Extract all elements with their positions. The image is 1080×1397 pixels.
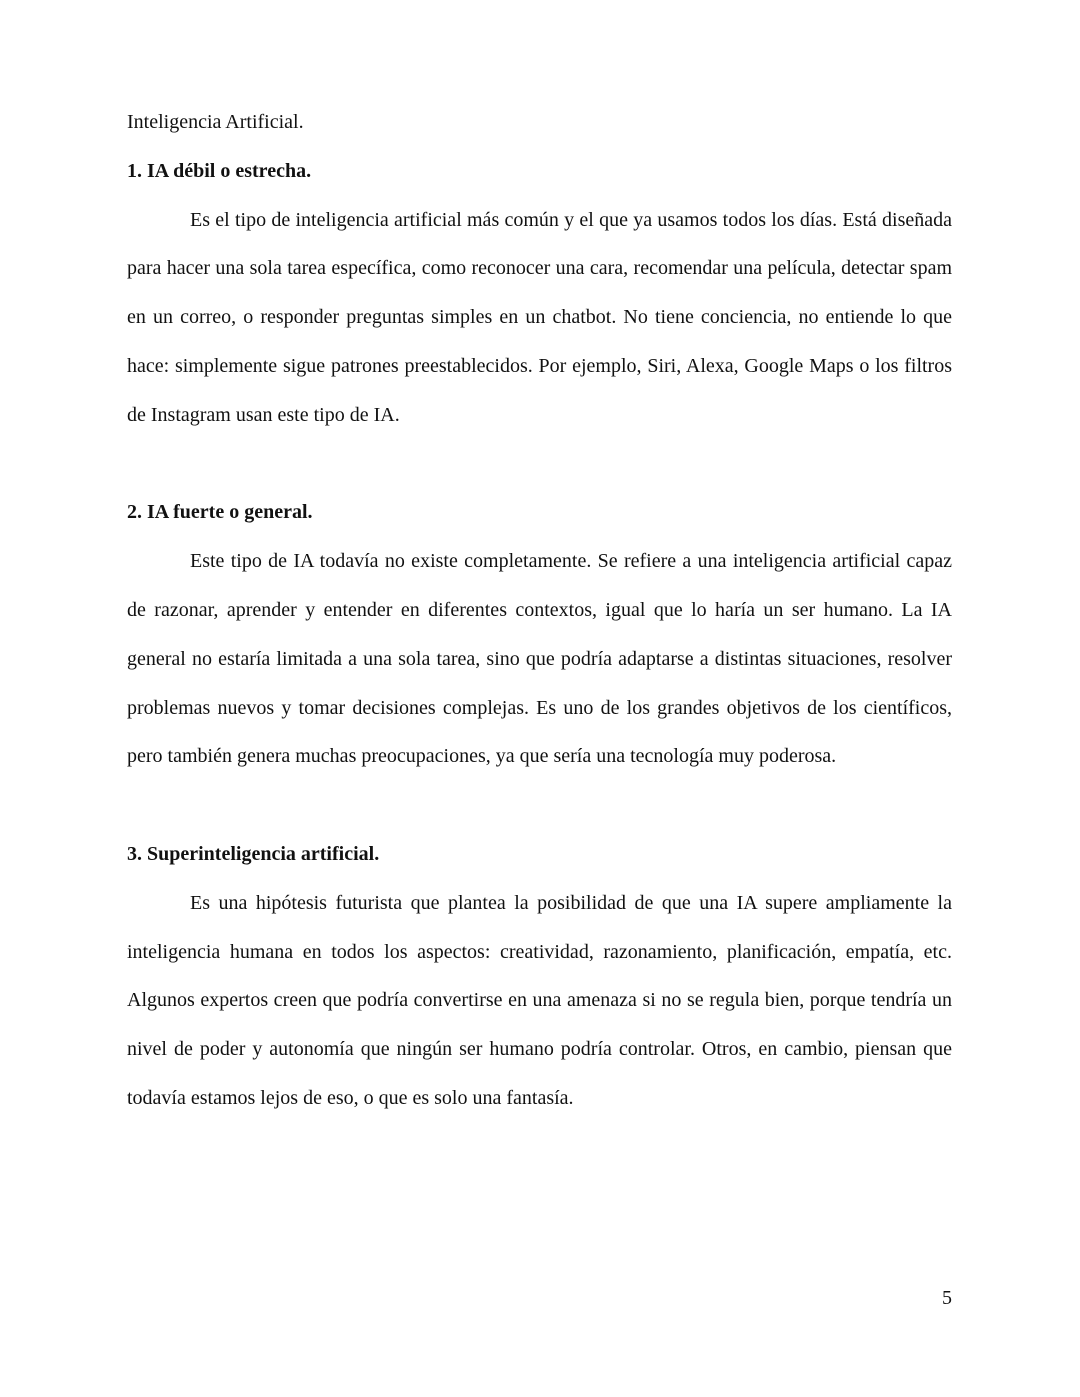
intro-line: Inteligencia Artificial. bbox=[127, 111, 304, 133]
section-heading-weak-ai: 1. IA débil o estrecha. bbox=[127, 159, 312, 182]
section-spacer bbox=[127, 440, 952, 489]
section-heading-strong-ai: 2. IA fuerte o general. bbox=[127, 501, 313, 524]
section-paragraph-superintelligence: Es una hipótesis futurista que plantea la posibilidad de que una IA supere ampliamente la inteligencia humana en todos los aspectos: creatividad, razonamiento, planificación, empatía, etc. Algunos expertos creen que podría convertirse en una amenaza si no se regula bien, porque tendría un nivel de poder y autonomía que ningún ser humano podría controlar. Otros, en cambio, piensan que todavía estamos lejos de eso, o que es solo una fantasía. bbox=[127, 891, 952, 1109]
document-body bbox=[127, 98, 952, 1123]
section-paragraph-weak-ai: Es el tipo de inteligencia artificial más común y el que ya usamos todos los días. Está diseñada para hacer una sola tarea específica, como reconocer una cara, recomendar una película, detectar spam en un correo, o responder preguntas simples en un chatbot. No tiene conciencia, no entiende lo que hace: simplemente sigue patrones preestablecidos. Por ejemplo, Siri, Alexa, Google Maps o los filtros de Instagram usan este tipo de IA. bbox=[127, 208, 952, 426]
section-heading-superintelligence: 3. Superinteligencia artificial. bbox=[127, 842, 380, 865]
section-paragraph-strong-ai: Este tipo de IA todavía no existe completamente. Se refiere a una inteligencia artificial capaz de razonar, aprender y entender en diferentes contextos, igual que lo haría un ser humano. La IA general no estaría limitada a una sola tarea, sino que podría adaptarse a distintas situaciones, resolver problemas nuevos y tomar decisiones complejas. Es uno de los grandes objetivos de los científicos, pero también genera muchas preocupaciones, ya que sería una tecnología muy poderosa. bbox=[127, 550, 952, 768]
section-spacer bbox=[127, 781, 952, 830]
page-number: 5 bbox=[942, 1287, 952, 1309]
